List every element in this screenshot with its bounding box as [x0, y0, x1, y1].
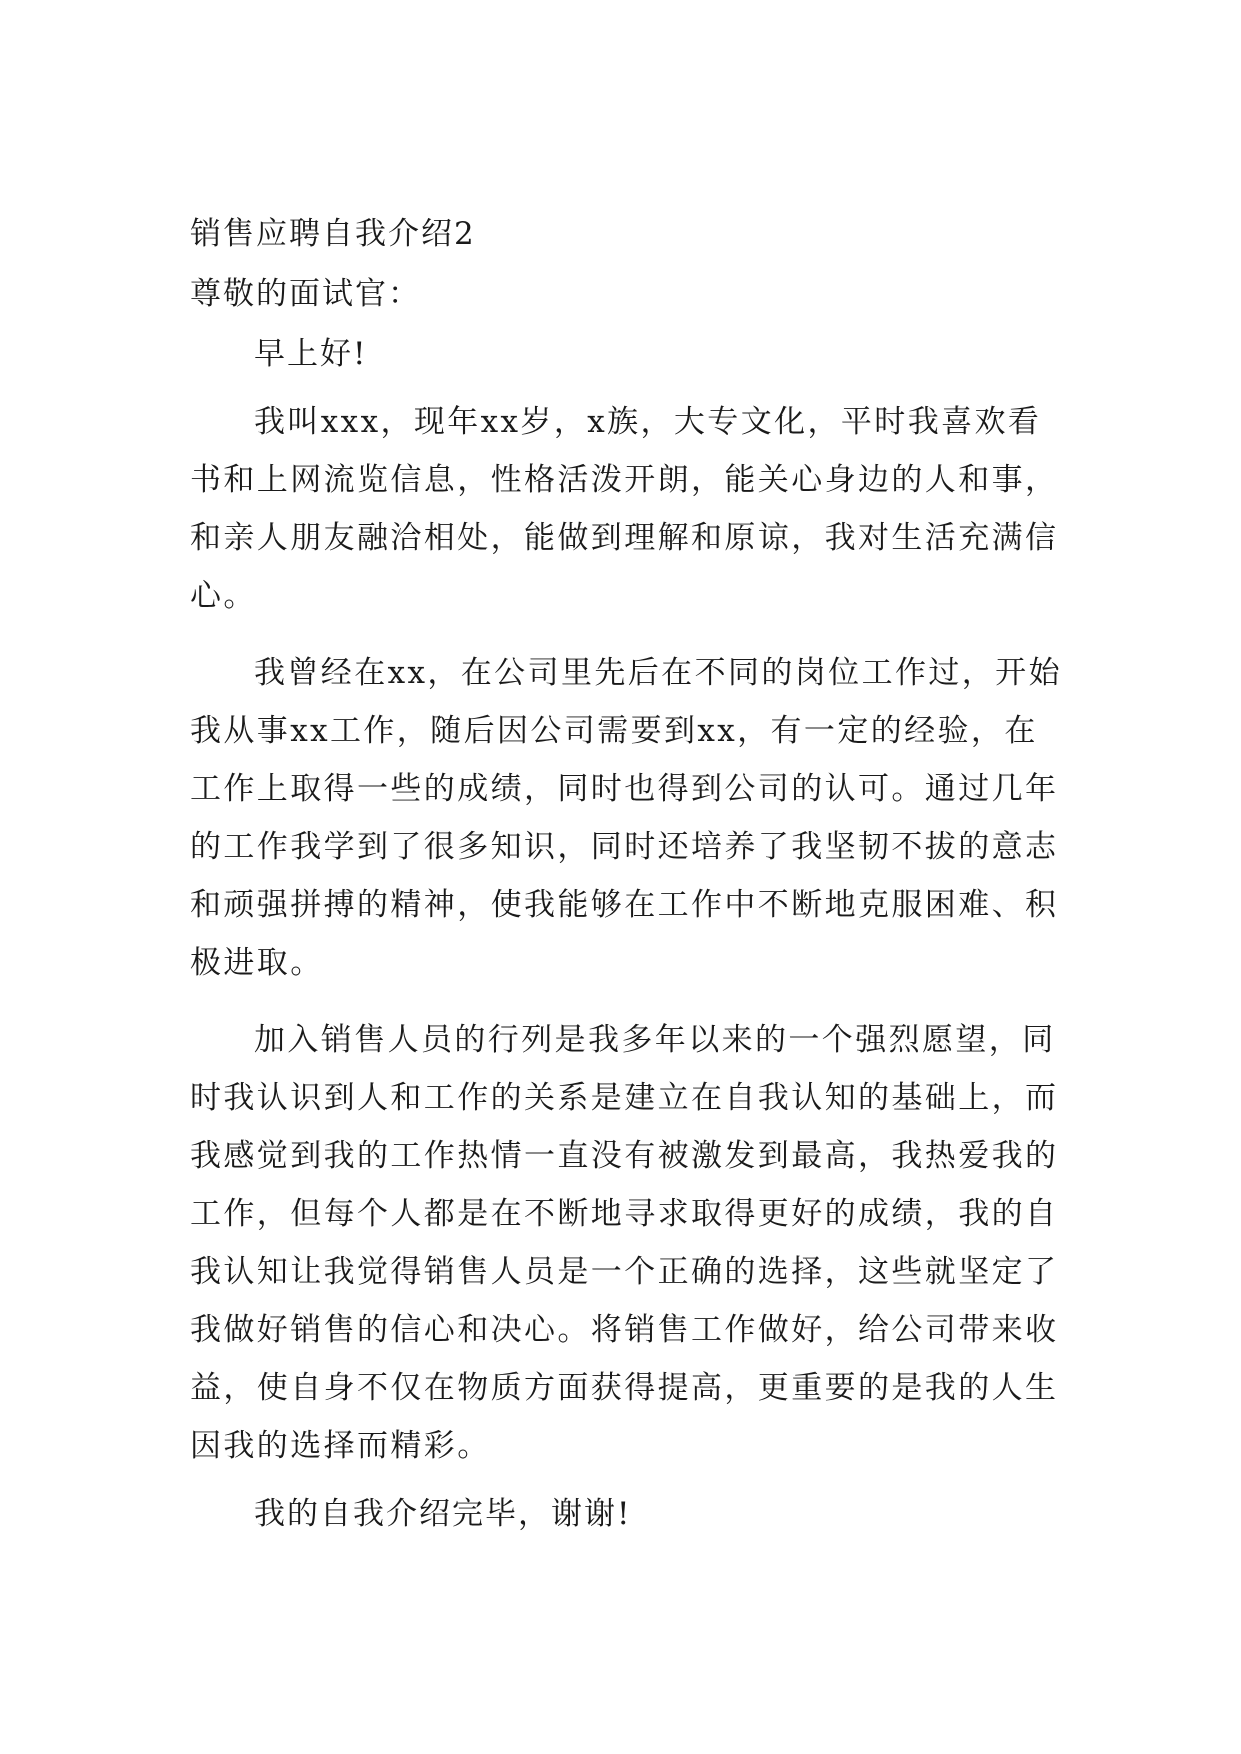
paragraph-line: 我曾经在xx，在公司里先后在不同的岗位工作过，开始	[254, 655, 1062, 691]
paragraph-motivation	[190, 1011, 1060, 1475]
paragraph-line: 心。	[190, 578, 257, 614]
paragraph-intro	[190, 393, 1060, 625]
paragraph-experience	[190, 644, 1060, 992]
document-page	[190, 214, 1060, 1543]
document-title: 销售应聘自我介绍2	[190, 216, 476, 252]
paragraph-line: 我叫xxx，现年xx岁，x族，大专文化，平时我喜欢看	[254, 404, 1042, 440]
paragraph-line: 工作，但每个人都是在不断地寻求取得更好的成绩，我的自	[190, 1196, 1059, 1232]
paragraph-line: 工作上取得一些的成绩，同时也得到公司的认可。通过几年	[190, 771, 1059, 807]
paragraph-line: 我认知让我觉得销售人员是一个正确的选择，这些就坚定了	[190, 1254, 1059, 1290]
paragraph-line: 极进取。	[190, 945, 324, 981]
paragraph-line: 益，使自身不仅在物质方面获得提高，更重要的是我的人生	[190, 1370, 1059, 1406]
closing-line: 我的自我介绍完毕，谢谢!	[254, 1496, 632, 1532]
paragraph-line: 加入销售人员的行列是我多年以来的一个强烈愿望，同	[254, 1022, 1056, 1058]
paragraph-line: 的工作我学到了很多知识，同时还培养了我坚韧不拔的意志	[190, 829, 1059, 865]
greeting: 早上好!	[254, 336, 368, 372]
paragraph-line: 和亲人朋友融洽相处，能做到理解和原谅，我对生活充满信	[190, 520, 1059, 556]
paragraph-line: 我感觉到我的工作热情一直没有被激发到最高，我热爱我的	[190, 1138, 1059, 1174]
paragraph-line: 和顽强拼搏的精神，使我能够在工作中不断地克服困难、积	[190, 887, 1059, 923]
paragraph-line: 我从事xx工作，随后因公司需要到xx，有一定的经验，在	[190, 713, 1038, 749]
paragraph-line: 书和上网流览信息，性格活泼开朗，能关心身边的人和事，	[190, 462, 1059, 498]
salutation: 尊敬的面试官：	[190, 276, 421, 312]
paragraph-line: 时我认识到人和工作的关系是建立在自我认知的基础上，而	[190, 1080, 1059, 1116]
paragraph-line: 因我的选择而精彩。	[190, 1428, 491, 1464]
paragraph-line: 我做好销售的信心和决心。将销售工作做好，给公司带来收	[190, 1312, 1059, 1348]
